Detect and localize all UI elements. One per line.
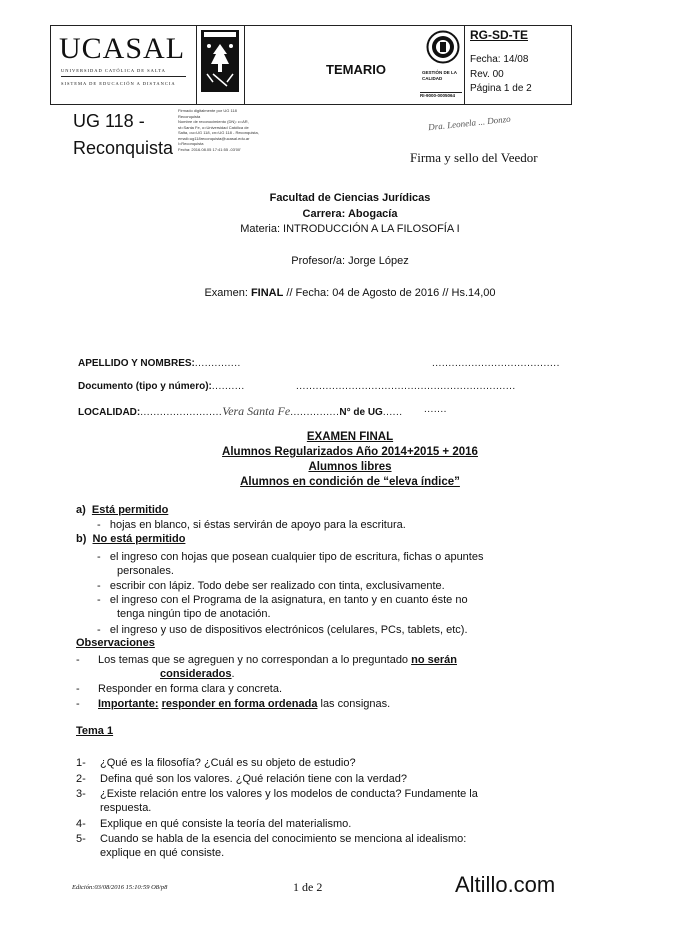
observaciones-title: Observaciones bbox=[76, 637, 155, 649]
signature-line: st=Santa Fe, o=Universidad Católica de bbox=[178, 124, 249, 130]
question-number: 2- bbox=[76, 772, 86, 785]
ug-label-line1: UG 118 - bbox=[73, 111, 145, 131]
title-regularizados: Alumnos Regularizados Año 2014+2015 + 2016 bbox=[222, 446, 478, 458]
title-eleva-indice: Alumnos en condición de “eleva índice” bbox=[240, 476, 460, 488]
question-line: ¿Qué es la filosofía? ¿Cuál es su objeto de estudio? bbox=[100, 757, 356, 769]
localidad-label: LOCALIDAD: bbox=[78, 407, 141, 418]
career: Carrera: Abogacía bbox=[302, 208, 398, 220]
question-item bbox=[76, 772, 576, 786]
observacion-1-cont: considerados. bbox=[160, 668, 235, 680]
question-number: 5- bbox=[76, 833, 86, 845]
rule-a-item: - hojas en blanco, si éstas servirán de apoyo para la escritura. bbox=[97, 519, 406, 531]
edition-stamp: Edición:03/08/2016 15:10:59 O8/p8 bbox=[72, 884, 168, 891]
question-text bbox=[100, 787, 478, 815]
question-item bbox=[76, 756, 576, 770]
brand-subtitle-2: SISTEMA DE EDUCACIÓN A DISTANCIA bbox=[61, 81, 176, 86]
iram-number: RI-9000-0005064 bbox=[420, 92, 462, 98]
rule-a-heading: a) Está permitido bbox=[76, 504, 169, 516]
observacion-2: - Responder en forma clara y concreta. bbox=[76, 683, 283, 695]
document-date: Fecha: 14/08 bbox=[470, 54, 529, 65]
apellido-field[interactable] bbox=[78, 358, 241, 369]
title-examen-final: EXAMEN FINAL bbox=[306, 431, 394, 443]
document-revision: Rev. 00 bbox=[470, 69, 504, 80]
firma-label: Firma y sello del Veedor bbox=[410, 150, 538, 165]
brand-logo-text: UCASAL bbox=[59, 32, 186, 65]
ug-label bbox=[73, 108, 173, 162]
professor: Profesor/a: Jorge López bbox=[291, 255, 409, 267]
signature-line: l=Reconquista bbox=[178, 141, 204, 146]
code-cell bbox=[464, 26, 571, 104]
title-libres: Alumnos libres bbox=[308, 461, 392, 473]
rule-b-title: No está permitido bbox=[92, 533, 186, 545]
signature-line: email=ug118reconquista@ucasal.edu.ar bbox=[178, 135, 250, 141]
exam-prefix: Examen: bbox=[204, 287, 251, 299]
questions-list bbox=[76, 756, 576, 862]
question-number: 4- bbox=[76, 817, 86, 830]
question-line: Cuando se habla de la esencia del conocimiento se menciona al idealismo: bbox=[100, 833, 467, 845]
digital-signature-block bbox=[178, 108, 278, 152]
observacion-1: - Los temas que se agreguen y no correspondan a lo preguntado no serán bbox=[76, 654, 457, 666]
documento-label: Documento (tipo y número): bbox=[78, 381, 212, 392]
watermark: Altillo.com bbox=[455, 872, 556, 897]
brand-cell bbox=[51, 26, 197, 104]
iram-seal-icon bbox=[426, 30, 460, 64]
subject: Materia: INTRODUCCIÓN A LA FILOSOFÍA I bbox=[240, 223, 460, 235]
document-page: Página 1 de 2 bbox=[470, 83, 532, 94]
localidad-dots-right: ............... bbox=[290, 407, 340, 418]
apellido-right-dots: ....................................... bbox=[432, 358, 560, 369]
question-number: 1- bbox=[76, 757, 86, 769]
question-line: explique en qué consiste. bbox=[100, 847, 225, 859]
signature-line: Nombre de reconocimiento (DN): c=AR, bbox=[178, 119, 249, 124]
observacion-3: - Importante: responder en forma ordenada las consignas. bbox=[76, 698, 391, 710]
document-code: RG-SD-TE bbox=[470, 28, 528, 42]
rule-b-item: - el ingreso con hojas que posean cualquier tipo de escritura, fichas o apuntes bbox=[97, 551, 484, 563]
apellido-label: APELLIDO Y NOMBRES: bbox=[78, 358, 195, 369]
signature-line: Salta, ou=UG 118, cn=UG 118 - Reconquista, bbox=[178, 130, 259, 135]
header-table bbox=[50, 25, 572, 105]
nro-ug-dots: ...... bbox=[382, 407, 403, 418]
signature-line: Firmado digitalmente por UG 118 bbox=[178, 108, 237, 113]
iram-caption: GESTIÓN DE LA CALIDAD bbox=[422, 70, 457, 81]
tail-dots: ....... bbox=[424, 404, 447, 415]
apellido-dots: .............. bbox=[194, 358, 241, 369]
rule-b-item: - el ingreso con el Programa de la asignatura, en tanto y en cuanto éste no bbox=[97, 594, 468, 606]
rule-b-item: - escribir con lápiz. Todo debe ser realizado con tinta, exclusivamente. bbox=[97, 580, 445, 592]
university-crest-icon bbox=[201, 30, 239, 92]
page-number: 1 de 2 bbox=[293, 880, 323, 894]
documento-field[interactable] bbox=[78, 381, 245, 392]
exam-type: FINAL bbox=[250, 287, 284, 299]
documento-dots: .......... bbox=[211, 381, 245, 392]
localidad-dots-left: ......................... bbox=[140, 407, 223, 418]
question-text bbox=[100, 817, 351, 831]
brand-subtitle: UNIVERSIDAD CATÓLICA DE SALTA bbox=[61, 68, 166, 73]
question-item bbox=[76, 817, 576, 831]
veedor-stamp: Dra. Leonela ... Donzo bbox=[427, 113, 512, 133]
signature-line: Reconquista bbox=[178, 113, 201, 119]
rule-b-item-cont: personales. bbox=[117, 565, 174, 577]
exam-rest: // Fecha: 04 de Agosto de 2016 // Hs.14,00 bbox=[283, 287, 496, 299]
question-line: Explique en qué consiste la teoría del materialismo. bbox=[100, 817, 352, 830]
signature-line: Fecha: 2016.08.05 17:41:55 -03'00' bbox=[178, 146, 241, 152]
faculty: Facultad de Ciencias Jurídicas bbox=[269, 192, 431, 204]
question-text bbox=[100, 772, 407, 786]
documento-right-dots: ................................................................... bbox=[296, 381, 516, 392]
question-line: Defina qué son los valores. ¿Qué relación tiene con la verdad? bbox=[100, 772, 407, 785]
localidad-field[interactable] bbox=[78, 404, 403, 419]
ug-label-line2: Reconquista bbox=[73, 138, 174, 158]
exam-line bbox=[0, 287, 700, 299]
rule-b-item: - el ingreso y uso de dispositivos electrónicos (celulares, PCs, tablets, etc). bbox=[97, 624, 468, 636]
rule-b-item-cont: tenga ningún tipo de anotación. bbox=[117, 608, 271, 620]
question-text bbox=[100, 832, 466, 860]
nro-ug-label: N° de UG bbox=[339, 407, 383, 418]
document-type: TEMARIO bbox=[326, 62, 386, 77]
rule-a-title: Está permitido bbox=[91, 504, 169, 516]
brand-divider bbox=[61, 76, 186, 77]
question-item bbox=[76, 787, 576, 815]
question-line: respuesta. bbox=[100, 802, 152, 814]
question-number: 3- bbox=[76, 788, 86, 800]
rule-b-heading: b) No está permitido bbox=[76, 533, 186, 545]
question-text bbox=[100, 756, 356, 770]
localidad-value: Vera Santa Fe bbox=[222, 404, 291, 418]
tema-title: Tema 1 bbox=[76, 725, 114, 737]
crest-cell bbox=[196, 26, 245, 104]
question-item bbox=[76, 832, 576, 860]
title-cell bbox=[244, 26, 465, 104]
question-line: ¿Existe relación entre los valores y los modelos de conducta? Fundamente la bbox=[100, 788, 478, 800]
